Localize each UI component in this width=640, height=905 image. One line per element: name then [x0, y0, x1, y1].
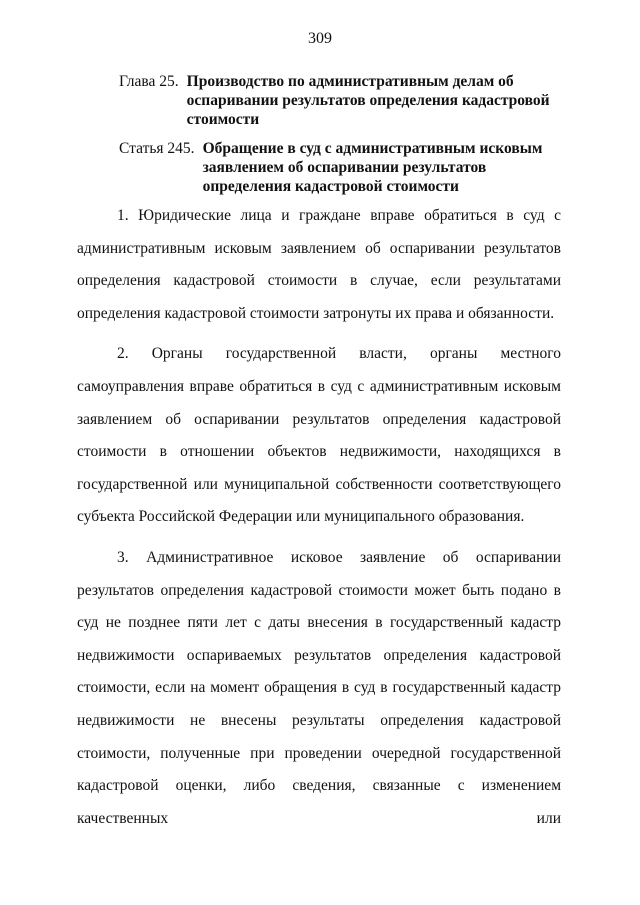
- paragraph-3: 3. Административное исковое заявление об оспаривании результатов определения кадастровой стоимости может быть подано в суд не позднее пяти лет с даты внесения в государственный кадастр недвижимости оспариваемых результатов определения кадастровой стоимости, если на момент обращения в суд в государственный кадастр недвижимости не внесены результаты определения кадастровой стоимости, полученные при проведении очередной государственной кадастровой оценки, либо сведения, связанные с изменением качественных или: [77, 548, 561, 827]
- article-heading: [119, 139, 559, 196]
- chapter-heading: [119, 72, 559, 129]
- article-label: Статья 245.: [119, 140, 195, 157]
- paragraph-2: 2. Органы государственной власти, органы местного самоуправления вправе обратиться в суд с административным исковым заявлением об оспаривании результатов определения кадастровой стоимости в отношении объектов недвижимости, находящихся в государственной или муниципальной собственности соответствующего субъекта Российской Федерации или муниципального образования.: [77, 345, 561, 526]
- chapter-title: Производство по административным делам об оспаривании результатов определения кадастровой стоимости: [186, 73, 550, 128]
- article-body: [77, 200, 561, 835]
- article-title: Обращение в суд с административным исковым заявлением об оспаривании результатов определения кадастровой стоимости: [202, 140, 543, 195]
- chapter-label: Глава 25.: [119, 73, 179, 90]
- page-number: 309: [308, 30, 332, 47]
- paragraph-1: 1. Юридические лица и граждане вправе обратиться в суд с административным исковым заявлением об оспаривании результатов определения кадастровой стоимости в случае, если результатами определения кадастровой стоимости затронуты их права и обязанности.: [77, 207, 561, 322]
